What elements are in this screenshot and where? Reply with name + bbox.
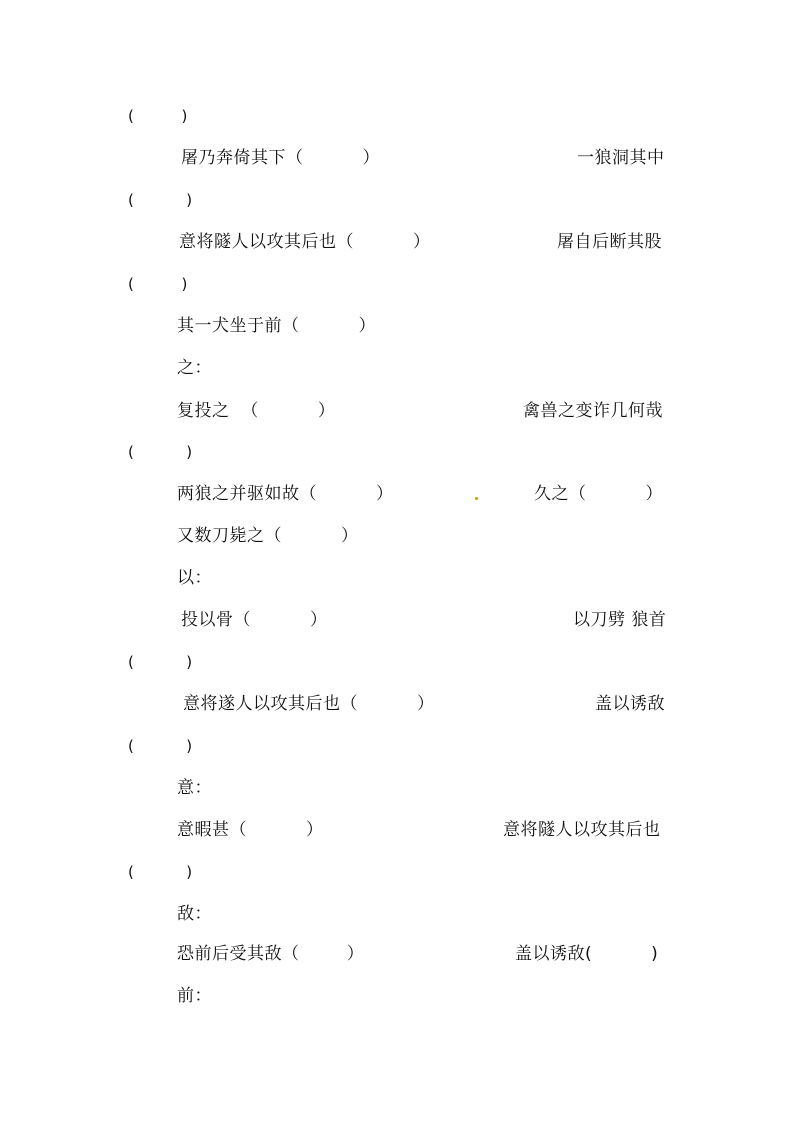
section-heading: 前：	[177, 986, 212, 1006]
answer-blank: ( )	[128, 275, 188, 293]
section-heading: 之：	[177, 358, 212, 378]
question-line: 又数刀毙之（ ）	[177, 526, 359, 546]
question-line: 一狼洞其中	[577, 148, 665, 168]
question-line: 意暇甚（ ）	[177, 820, 324, 840]
answer-blank: ( )	[128, 191, 193, 209]
question-line: 两狼之并驱如故（ ）	[177, 484, 394, 504]
question-line: 久之（ ）	[534, 484, 664, 504]
question-line: 盖以诱敌( )	[515, 944, 659, 964]
question-line: 意将隧人以攻其后也（ ）	[179, 232, 431, 252]
question-line: 盖以诱敌	[595, 694, 665, 714]
answer-blank: ( )	[128, 737, 193, 755]
question-line: 其一犬坐于前（ ）	[177, 316, 377, 336]
question-line: 意将隧人以攻其后也	[503, 820, 661, 840]
question-line: 复投之 （ ）	[177, 401, 336, 421]
answer-blank: ( )	[128, 443, 193, 461]
section-heading: 敌：	[177, 904, 212, 924]
question-line: 屠自后断其股	[557, 232, 662, 252]
answer-blank: ( )	[128, 653, 193, 671]
answer-blank: ( )	[128, 107, 188, 125]
question-line: 屠乃奔倚其下（ ）	[181, 148, 381, 168]
question-line: 投以骨（ ）	[181, 610, 328, 630]
stray-dot	[475, 497, 478, 500]
question-line: 禽兽之变诈几何哉	[523, 401, 663, 421]
section-heading: 以：	[177, 568, 212, 588]
answer-blank: ( )	[128, 863, 193, 881]
question-line: 以刀劈 狼首	[573, 610, 667, 630]
question-line: 恐前后受其敌（ ）	[177, 944, 365, 964]
question-line: 意将遂人以攻其后也（ ）	[183, 694, 435, 714]
section-heading: 意：	[177, 778, 212, 798]
